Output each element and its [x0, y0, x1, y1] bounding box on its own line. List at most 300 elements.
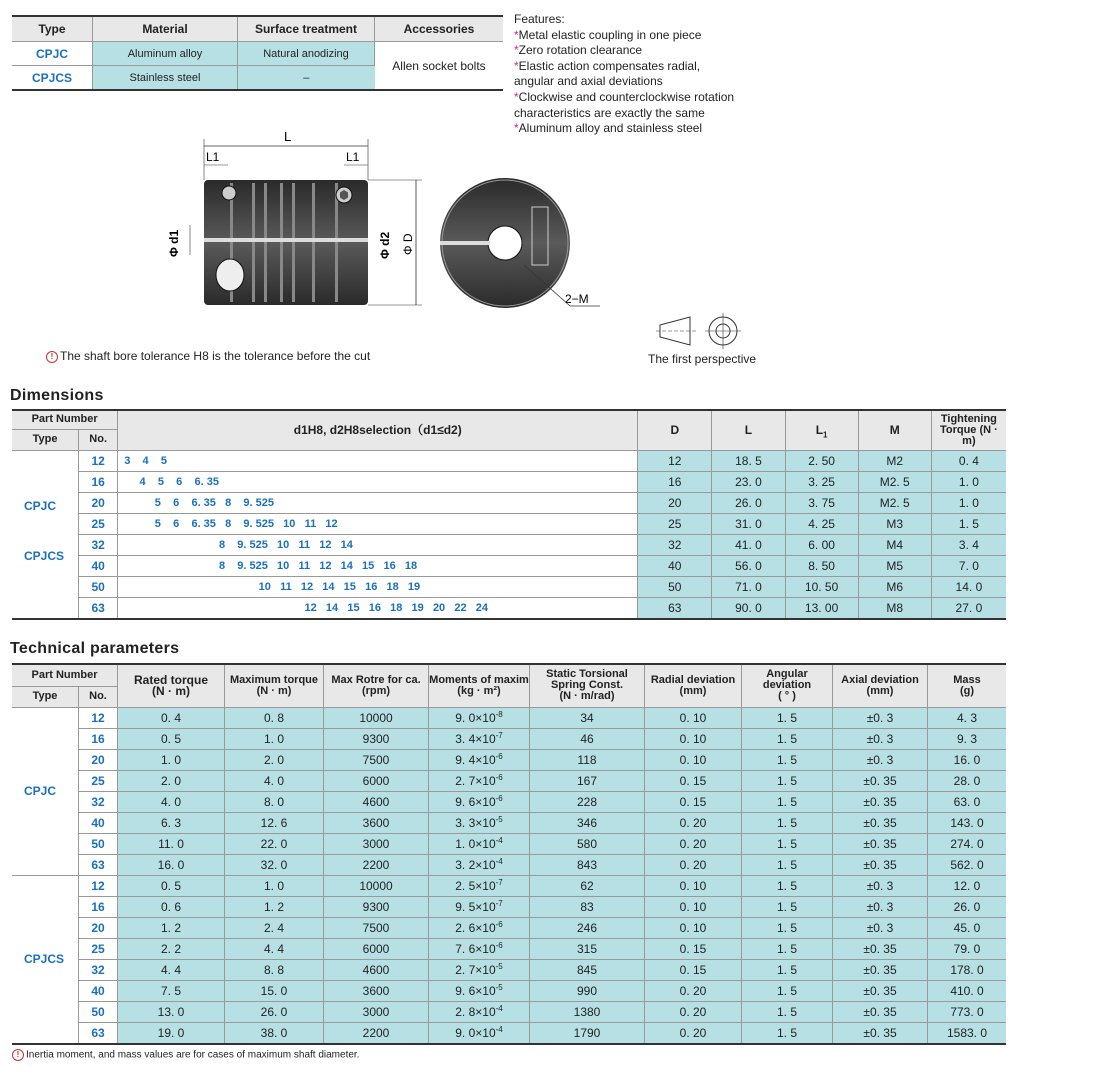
radial-cell: 0. 10 — [645, 896, 742, 917]
moments-cell: 9. $6\times 10^{-6}$ — [429, 791, 530, 812]
L-cell: 71. 0 — [712, 576, 785, 597]
max-torque-cell: 0. 8 — [225, 707, 324, 728]
selection-cell: 12 14 15 16 18 19 20 22 24 — [118, 597, 638, 619]
moments-cell: 2. $7\times 10^{-5}$ — [429, 959, 530, 980]
rpm-cell: 3000 — [324, 1001, 429, 1022]
rated-cell: 0. 5 — [118, 875, 225, 896]
no-cell: 12 — [79, 707, 118, 728]
max-torque-header: Maximum torque (N · m) — [225, 664, 324, 707]
label-d1: Φ d1 — [167, 229, 181, 257]
M-cell: M8 — [858, 597, 931, 619]
max-torque-cell: 32. 0 — [225, 854, 324, 875]
D-cell: 20 — [638, 492, 712, 513]
moments-cell: 2. $7\times 10^{-6}$ — [429, 770, 530, 791]
max-torque-cell: 22. 0 — [225, 833, 324, 854]
no-cell: 20 — [79, 917, 118, 938]
rpm-cell: 2200 — [324, 1022, 429, 1044]
M-cell: M2. 5 — [858, 471, 931, 492]
radial-cell: 0. 10 — [645, 875, 742, 896]
radial-cell: 0. 10 — [645, 707, 742, 728]
rpm-cell: 3600 — [324, 812, 429, 833]
table-row — [12, 917, 1006, 938]
D-cell: 63 — [638, 597, 712, 619]
rated-cell: 1. 0 — [118, 749, 225, 770]
axial-cell: ±0. 3 — [833, 917, 928, 938]
moments-cell: 7. $6\times 10^{-6}$ — [429, 938, 530, 959]
type-cell: CPJC — [12, 707, 79, 875]
axial-cell: ±0. 35 — [833, 1022, 928, 1044]
bore-tolerance-note: ! The shaft bore tolerance H8 is the tolerance before the cut — [46, 349, 370, 363]
no-cell: 16 — [79, 728, 118, 749]
spring-header: Static Torsional Spring Const. (N · m/rad) — [530, 664, 645, 707]
selection-cell: 5 6 6. 35 8 9. 525 — [118, 492, 638, 513]
selection-cell: 8 9. 525 10 11 12 14 — [118, 534, 638, 555]
no-cell: 32 — [79, 959, 118, 980]
table-row — [12, 534, 1006, 555]
rpm-cell: 3600 — [324, 980, 429, 1001]
D-cell: 12 — [638, 450, 712, 471]
angular-cell: 1. 5 — [742, 728, 833, 749]
D-cell: 16 — [638, 471, 712, 492]
torque-cell: 1. 5 — [931, 513, 1006, 534]
col-header-type: Type — [12, 16, 93, 42]
technical-table — [12, 663, 1006, 1045]
surface-cell: – — [238, 66, 375, 91]
torque-cell: 14. 0 — [931, 576, 1006, 597]
selection-cell: 10 11 12 14 15 16 18 19 — [118, 576, 638, 597]
mass-cell: 12. 0 — [928, 875, 1007, 896]
label-L1-left: L1 — [206, 150, 220, 164]
material-cell: Stainless steel — [93, 66, 238, 91]
spring-cell: 62 — [530, 875, 645, 896]
feature-continuation: characteristics are exactly the same — [514, 105, 705, 120]
spring-cell: 346 — [530, 812, 645, 833]
L-cell: 41. 0 — [712, 534, 785, 555]
L1-cell: 3. 75 — [785, 492, 858, 513]
torque-cell: 0. 4 — [931, 450, 1006, 471]
radial-cell: 0. 20 — [645, 1001, 742, 1022]
axial-cell: ±0. 35 — [833, 980, 928, 1001]
feature-item: *Elastic action compensates radial, — [514, 58, 701, 73]
spring-cell: 46 — [530, 728, 645, 749]
M-cell: M6 — [858, 576, 931, 597]
no-cell: 63 — [79, 1022, 118, 1044]
type-cell: CPJC CPJCS — [12, 450, 79, 619]
M-cell: M4 — [858, 534, 931, 555]
no-cell: 32 — [79, 534, 118, 555]
moments-cell: 9. $0\times 10^{-8}$ — [429, 707, 530, 728]
mass-cell: 79. 0 — [928, 938, 1007, 959]
mass-cell: 45. 0 — [928, 917, 1007, 938]
radial-cell: 0. 20 — [645, 833, 742, 854]
L1-cell: 8. 50 — [785, 555, 858, 576]
rpm-cell: 3000 — [324, 833, 429, 854]
table-row — [12, 812, 1006, 833]
D-header: D — [638, 410, 712, 450]
axial-cell: ±0. 3 — [833, 749, 928, 770]
L1-header: $L_1$ — [785, 410, 858, 450]
radial-cell: 0. 10 — [645, 728, 742, 749]
table-row — [12, 854, 1006, 875]
M-cell: M2 — [858, 450, 931, 471]
moments-cell: 9. $6\times 10^{-5}$ — [429, 980, 530, 1001]
table-row — [12, 791, 1006, 812]
table-row — [12, 749, 1006, 770]
spring-cell: 990 — [530, 980, 645, 1001]
moments-cell: 1. $0\times 10^{-4}$ — [429, 833, 530, 854]
type-cell: CPJCS — [12, 66, 93, 91]
axial-cell: ±0. 35 — [833, 833, 928, 854]
spring-cell: 1790 — [530, 1022, 645, 1044]
no-cell: 63 — [79, 854, 118, 875]
max-torque-cell: 38. 0 — [225, 1022, 324, 1044]
axial-cell: ±0. 35 — [833, 938, 928, 959]
axial-cell: ±0. 35 — [833, 959, 928, 980]
accessories-cell: Allen socket bolts — [375, 42, 504, 91]
rated-cell: 6. 3 — [118, 812, 225, 833]
rpm-cell: 4600 — [324, 959, 429, 980]
table-row — [12, 471, 1006, 492]
D-cell: 32 — [638, 534, 712, 555]
axial-cell: ±0. 3 — [833, 896, 928, 917]
radial-cell: 0. 15 — [645, 959, 742, 980]
moments-cell: 9. $4\times 10^{-6}$ — [429, 749, 530, 770]
L1-cell: 4. 25 — [785, 513, 858, 534]
label-L1-right: L1 — [346, 150, 360, 164]
rpm-cell: 4600 — [324, 791, 429, 812]
max-torque-cell: 2. 0 — [225, 749, 324, 770]
radial-cell: 0. 15 — [645, 938, 742, 959]
table-row — [12, 450, 1006, 471]
radial-cell: 0. 20 — [645, 854, 742, 875]
angular-cell: 1. 5 — [742, 770, 833, 791]
rated-cell: 4. 4 — [118, 959, 225, 980]
no-cell: 20 — [79, 749, 118, 770]
rated-cell: 16. 0 — [118, 854, 225, 875]
rated-cell: 2. 2 — [118, 938, 225, 959]
label-2-M: 2−M — [565, 292, 589, 306]
radial-cell: 0. 10 — [645, 749, 742, 770]
no-cell: 40 — [79, 555, 118, 576]
angular-cell: 1. 5 — [742, 707, 833, 728]
M-cell: M2. 5 — [858, 492, 931, 513]
moments-cell: 9. $5\times 10^{-7}$ — [429, 896, 530, 917]
torque-cell: 1. 0 — [931, 471, 1006, 492]
max-torque-cell: 1. 0 — [225, 728, 324, 749]
mass-cell: 28. 0 — [928, 770, 1007, 791]
label-L: L — [284, 129, 292, 144]
no-cell: 12 — [79, 875, 118, 896]
no-cell: 63 — [79, 597, 118, 619]
spring-cell: 83 — [530, 896, 645, 917]
table-row — [12, 833, 1006, 854]
radial-cell: 0. 20 — [645, 1022, 742, 1044]
spring-cell: 167 — [530, 770, 645, 791]
moments-header: Moments of maxim (kg · m²) — [429, 664, 530, 707]
no-cell: 50 — [79, 1001, 118, 1022]
no-cell: 40 — [79, 980, 118, 1001]
no-cell: 12 — [79, 450, 118, 471]
L-cell: 56. 0 — [712, 555, 785, 576]
features-list — [514, 12, 734, 137]
rpm-cell: 10000 — [324, 707, 429, 728]
moments-cell: 2. $8\times 10^{-4}$ — [429, 1001, 530, 1022]
rpm-cell: 7500 — [324, 749, 429, 770]
no-cell: 32 — [79, 791, 118, 812]
max-torque-cell: 1. 2 — [225, 896, 324, 917]
radial-cell: 0. 15 — [645, 791, 742, 812]
axial-cell: ±0. 35 — [833, 812, 928, 833]
features-title: Features: — [514, 12, 565, 26]
max-torque-cell: 15. 0 — [225, 980, 324, 1001]
table-row — [12, 707, 1006, 728]
max-torque-cell: 4. 0 — [225, 770, 324, 791]
D-cell: 40 — [638, 555, 712, 576]
material-table — [12, 15, 503, 91]
spring-cell: 228 — [530, 791, 645, 812]
table-row — [12, 959, 1006, 980]
L1-cell: 6. 00 — [785, 534, 858, 555]
max-torque-cell: 1. 0 — [225, 875, 324, 896]
col-header-accessories: Accessories — [375, 16, 504, 42]
dimensions-table — [12, 409, 1006, 620]
selection-cell: 3 4 5 — [118, 450, 638, 471]
radial-cell: 0. 20 — [645, 812, 742, 833]
radial-cell: 0. 20 — [645, 980, 742, 1001]
mass-cell: 410. 0 — [928, 980, 1007, 1001]
no-cell: 20 — [79, 492, 118, 513]
angular-header: Angular deviation ( ° ) — [742, 664, 833, 707]
spring-cell: 843 — [530, 854, 645, 875]
col-header-material: Material — [93, 16, 238, 42]
angular-cell: 1. 5 — [742, 938, 833, 959]
moments-cell: 9. $0\times 10^{-4}$ — [429, 1022, 530, 1044]
table-row — [12, 896, 1006, 917]
no-header: No. — [79, 429, 118, 450]
no-cell: 50 — [79, 833, 118, 854]
angular-cell: 1. 5 — [742, 1022, 833, 1044]
table-row — [12, 555, 1006, 576]
axial-cell: ±0. 35 — [833, 1001, 928, 1022]
radial-cell: 0. 10 — [645, 917, 742, 938]
L1-cell: 10. 50 — [785, 576, 858, 597]
mass-cell: 16. 0 — [928, 749, 1007, 770]
torque-cell: 3. 4 — [931, 534, 1006, 555]
moments-cell: 3. $2\times 10^{-4}$ — [429, 854, 530, 875]
M-cell: M3 — [858, 513, 931, 534]
rated-cell: 1. 2 — [118, 917, 225, 938]
max-torque-cell: 26. 0 — [225, 1001, 324, 1022]
no-cell: 25 — [79, 938, 118, 959]
axial-cell: ±0. 35 — [833, 770, 928, 791]
coupling-drawing — [160, 125, 620, 325]
L-cell: 26. 0 — [712, 492, 785, 513]
torque-header: Tightening Torque (N · m) — [931, 410, 1006, 450]
D-cell: 50 — [638, 576, 712, 597]
warning-icon: ! — [12, 1049, 24, 1061]
L1-cell: 3. 25 — [785, 471, 858, 492]
rpm-cell: 6000 — [324, 770, 429, 791]
rated-cell: 11. 0 — [118, 833, 225, 854]
D-cell: 25 — [638, 513, 712, 534]
perspective-caption: The first perspective — [648, 352, 757, 366]
L-cell: 18. 5 — [712, 450, 785, 471]
M-cell: M5 — [858, 555, 931, 576]
selection-cell: 4 5 6 6. 35 — [118, 471, 638, 492]
table-row — [12, 597, 1006, 619]
moments-cell: 2. $6\times 10^{-6}$ — [429, 917, 530, 938]
max-torque-cell: 12. 6 — [225, 812, 324, 833]
axial-header: Axial deviation (mm) — [833, 664, 928, 707]
mass-cell: 1583. 0 — [928, 1022, 1007, 1044]
torque-cell: 7. 0 — [931, 555, 1006, 576]
mass-cell: 274. 0 — [928, 833, 1007, 854]
axial-cell: ±0. 35 — [833, 854, 928, 875]
angular-cell: 1. 5 — [742, 812, 833, 833]
part-number-header: Part Number — [12, 664, 118, 686]
spring-cell: 315 — [530, 938, 645, 959]
rated-cell: 0. 4 — [118, 707, 225, 728]
no-header: No. — [79, 686, 118, 707]
angular-cell: 1. 5 — [742, 749, 833, 770]
rated-cell: 19. 0 — [118, 1022, 225, 1044]
L1-cell: 13. 00 — [785, 597, 858, 619]
rpm-cell: 9300 — [324, 896, 429, 917]
angular-cell: 1. 5 — [742, 959, 833, 980]
table-row — [12, 492, 1006, 513]
mass-cell: 63. 0 — [928, 791, 1007, 812]
mass-cell: 773. 0 — [928, 1001, 1007, 1022]
table-row — [12, 513, 1006, 534]
rated-header: Rated torque (N · m) — [118, 664, 225, 707]
warning-icon: ! — [46, 351, 58, 363]
surface-cell: Natural anodizing — [238, 42, 375, 66]
feature-item: *Clockwise and counterclockwise rotation — [514, 89, 735, 104]
max-torque-cell: 8. 0 — [225, 791, 324, 812]
part-number-header: Part Number — [12, 410, 118, 429]
L-cell: 90. 0 — [712, 597, 785, 619]
moments-cell: 2. $5\times 10^{-7}$ — [429, 875, 530, 896]
no-cell: 50 — [79, 576, 118, 597]
mass-header: Mass (g) — [928, 664, 1007, 707]
moments-cell: 3. $4\times 10^{-7}$ — [429, 728, 530, 749]
angular-cell: 1. 5 — [742, 1001, 833, 1022]
radial-cell: 0. 15 — [645, 770, 742, 791]
selection-header: d1H8, d2H8selection（d1≤d2) — [118, 410, 638, 450]
angular-cell: 1. 5 — [742, 791, 833, 812]
feature-item: *Metal elastic coupling in one piece — [514, 27, 702, 42]
no-cell: 25 — [79, 770, 118, 791]
mass-cell: 4. 3 — [928, 707, 1007, 728]
angular-cell: 1. 5 — [742, 980, 833, 1001]
angular-cell: 1. 5 — [742, 875, 833, 896]
table-row — [12, 938, 1006, 959]
first-perspective-icon — [656, 313, 746, 349]
max-torque-cell: 4. 4 — [225, 938, 324, 959]
mass-cell: 178. 0 — [928, 959, 1007, 980]
L-header: L — [712, 410, 785, 450]
L1-cell: 2. 50 — [785, 450, 858, 471]
table-row — [12, 42, 503, 66]
spring-cell: 34 — [530, 707, 645, 728]
rated-cell: 13. 0 — [118, 1001, 225, 1022]
rpm-cell: 6000 — [324, 938, 429, 959]
mass-cell: 143. 0 — [928, 812, 1007, 833]
mass-cell: 9. 3 — [928, 728, 1007, 749]
torque-cell: 1. 0 — [931, 492, 1006, 513]
L-cell: 23. 0 — [712, 471, 785, 492]
spring-cell: 1380 — [530, 1001, 645, 1022]
angular-cell: 1. 5 — [742, 917, 833, 938]
selection-cell: 5 6 6. 35 8 9. 525 10 11 12 — [118, 513, 638, 534]
mass-cell: 562. 0 — [928, 854, 1007, 875]
angular-cell: 1. 5 — [742, 833, 833, 854]
table-row — [12, 1001, 1006, 1022]
inertia-footnote: ! Inertia moment, and mass values are for cases of maximum shaft diameter. — [12, 1049, 359, 1061]
no-cell: 16 — [79, 896, 118, 917]
table-row — [12, 875, 1006, 896]
mass-cell: 26. 0 — [928, 896, 1007, 917]
axial-cell: ±0. 35 — [833, 791, 928, 812]
table-row — [12, 770, 1006, 791]
type-header: Type — [12, 686, 79, 707]
axial-cell: ±0. 3 — [833, 707, 928, 728]
angular-cell: 1. 5 — [742, 854, 833, 875]
feature-continuation: angular and axial deviations — [514, 74, 663, 89]
no-cell: 25 — [79, 513, 118, 534]
spring-cell: 845 — [530, 959, 645, 980]
torque-cell: 27. 0 — [931, 597, 1006, 619]
selection-cell: 8 9. 525 10 11 12 14 15 16 18 — [118, 555, 638, 576]
max-rot-header: Max Rotre for ca. (rpm) — [324, 664, 429, 707]
L-cell: 31. 0 — [712, 513, 785, 534]
rpm-cell: 2200 — [324, 854, 429, 875]
moments-cell: 3. $3\times 10^{-5}$ — [429, 812, 530, 833]
angular-cell: 1. 5 — [742, 896, 833, 917]
feature-item: *Zero rotation clearance — [514, 43, 643, 58]
rated-cell: 4. 0 — [118, 791, 225, 812]
radial-header: Radial deviation (mm) — [645, 664, 742, 707]
rated-cell: 7. 5 — [118, 980, 225, 1001]
spring-cell: 580 — [530, 833, 645, 854]
material-cell: Aluminum alloy — [93, 42, 238, 66]
technical-heading: Technical parameters — [10, 640, 180, 657]
type-header: Type — [12, 429, 79, 450]
table-row — [12, 576, 1006, 597]
table-row — [12, 1022, 1006, 1044]
axial-cell: ±0. 3 — [833, 728, 928, 749]
rated-cell: 0. 6 — [118, 896, 225, 917]
col-header-surface: Surface treatment — [238, 16, 375, 42]
rpm-cell: 7500 — [324, 917, 429, 938]
label-D: Φ D — [401, 233, 415, 255]
no-cell: 40 — [79, 812, 118, 833]
type-cell: CPJCS — [12, 875, 79, 1044]
M-header: M — [858, 410, 931, 450]
no-cell: 16 — [79, 471, 118, 492]
rated-cell: 0. 5 — [118, 728, 225, 749]
spring-cell: 246 — [530, 917, 645, 938]
dimensions-heading: Dimensions — [10, 387, 104, 404]
feature-item: *Aluminum alloy and stainless steel — [514, 121, 703, 136]
max-torque-cell: 8. 8 — [225, 959, 324, 980]
rpm-cell: 9300 — [324, 728, 429, 749]
table-row — [12, 980, 1006, 1001]
type-cell: CPJC — [12, 42, 93, 66]
table-row — [12, 728, 1006, 749]
spring-cell: 118 — [530, 749, 645, 770]
rated-cell: 2. 0 — [118, 770, 225, 791]
